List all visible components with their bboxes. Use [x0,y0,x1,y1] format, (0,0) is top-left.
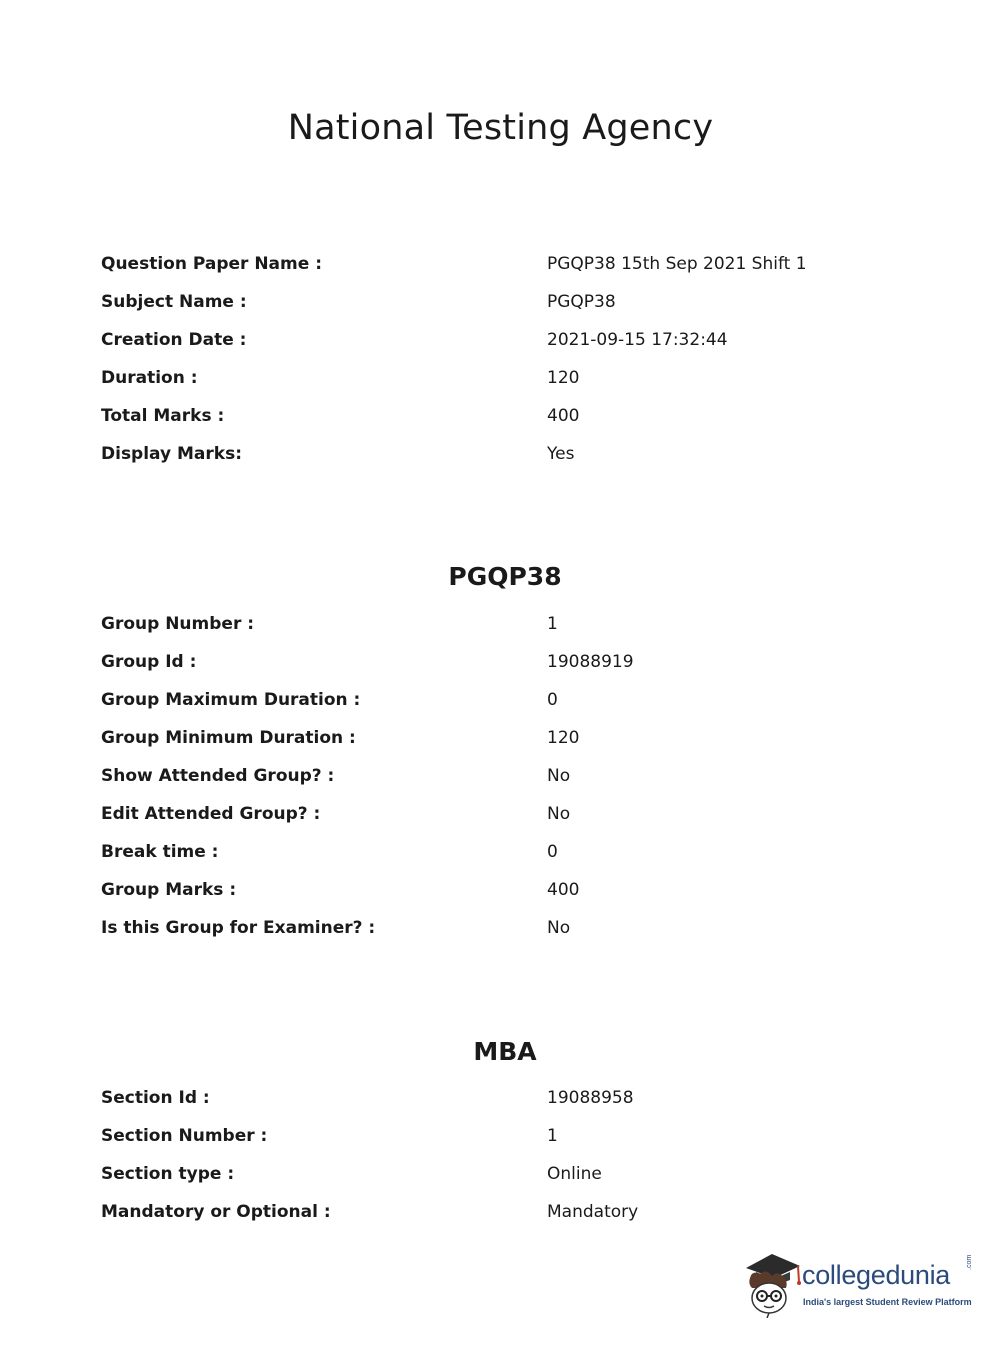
field-value: 400 [547,880,580,900]
paper-info-row [101,283,901,321]
field-label: Group Marks : [101,880,237,900]
logo-tagline: India's largest Student Review Platform [803,1297,972,1307]
field-label: Group Maximum Duration : [101,690,361,710]
field-label: Group Number : [101,614,255,634]
field-label: Mandatory or Optional : [101,1202,331,1222]
logo-suffix: .com [966,1254,973,1270]
field-label: Show Attended Group? : [101,766,335,786]
group-row [101,909,901,947]
field-label: Question Paper Name : [101,254,322,274]
group-heading: PGQP38 [448,562,562,591]
paper-info-row [101,435,901,473]
field-label: Group Id : [101,652,197,672]
field-label: Group Minimum Duration : [101,728,356,748]
paper-info-table [101,245,901,473]
field-value: 19088958 [547,1088,634,1108]
field-value: 120 [547,368,580,388]
logo-name: collegedunia [802,1260,951,1290]
field-value: 2021-09-15 17:32:44 [547,330,728,350]
field-label: Duration : [101,368,198,388]
field-value: 400 [547,406,580,426]
field-label: Subject Name : [101,292,247,312]
group-table [101,605,901,947]
group-row [101,795,901,833]
section-table [101,1079,901,1231]
field-value: No [547,804,571,824]
field-label: Edit Attended Group? : [101,804,321,824]
field-label: Section Id : [101,1088,210,1108]
document-title: National Testing Agency [287,108,714,148]
field-label: Creation Date : [101,330,247,350]
field-value: 0 [547,842,558,862]
field-label: Is this Group for Examiner? : [101,918,376,938]
paper-info-row [101,245,901,283]
field-label: Break time : [101,842,219,862]
group-row [101,643,901,681]
field-label: Section type : [101,1164,235,1184]
group-row [101,871,901,909]
paper-info-row [101,321,901,359]
section-row [101,1193,901,1231]
group-row [101,681,901,719]
mascot-icon [742,1248,802,1318]
group-row [101,605,901,643]
paper-info-row [101,397,901,435]
collegedunia-logo [742,1248,972,1318]
field-value: 1 [547,614,558,634]
field-value: 120 [547,728,580,748]
group-row [101,757,901,795]
field-value: No [547,766,571,786]
field-label: Total Marks : [101,406,225,426]
field-value: PGQP38 [547,292,616,312]
paper-info-row [101,359,901,397]
field-label: Display Marks: [101,444,242,464]
field-label: Section Number : [101,1126,268,1146]
field-value: No [547,918,571,938]
section-heading: MBA [473,1037,537,1066]
group-row [101,719,901,757]
field-value: Online [547,1164,602,1184]
section-row [101,1079,901,1117]
group-row [101,833,901,871]
field-value: Mandatory [547,1202,639,1222]
section-row [101,1117,901,1155]
field-value: PGQP38 15th Sep 2021 Shift 1 [547,254,807,274]
field-value: 19088919 [547,652,634,672]
section-row [101,1155,901,1193]
field-value: Yes [547,444,575,464]
field-value: 1 [547,1126,558,1146]
field-value: 0 [547,690,558,710]
